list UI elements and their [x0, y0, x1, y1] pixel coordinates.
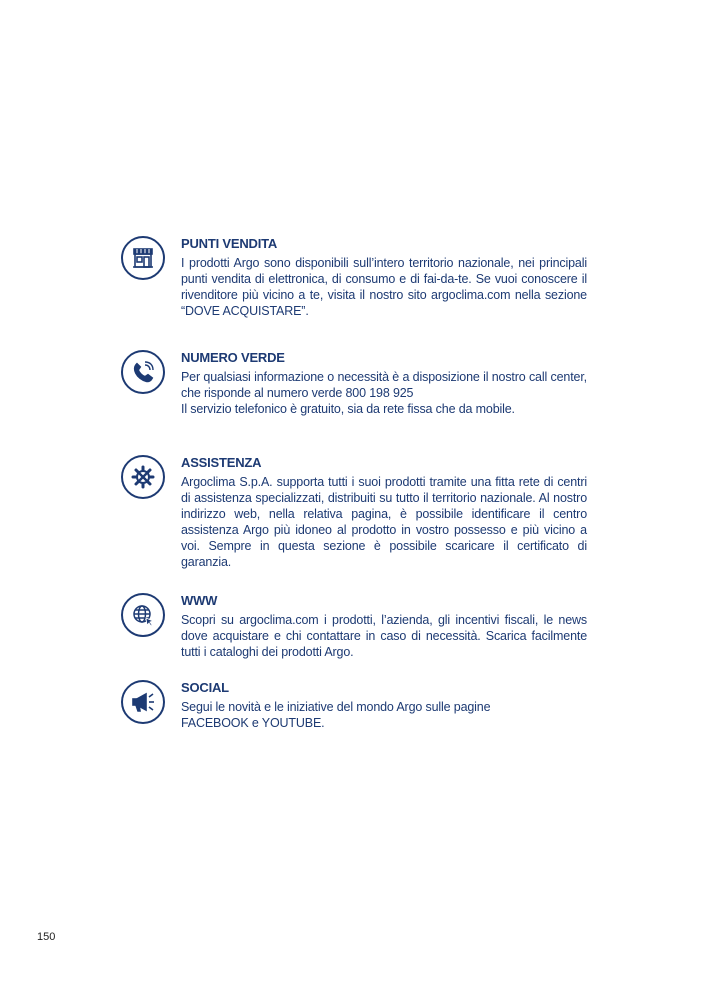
body-line: Segui le novità e le iniziative del mondo Argo sulle pagine	[181, 700, 491, 714]
section-title: PUNTI VENDITA	[181, 236, 278, 251]
section-title: SOCIAL	[181, 680, 229, 695]
body-line: Il servizio telefonico è gratuito, sia da rete fissa che da mobile.	[181, 402, 515, 416]
section-body	[181, 699, 587, 731]
megaphone-icon	[121, 680, 165, 724]
page-number: 150	[37, 931, 56, 943]
section-body: Argoclima S.p.A. supporta tutti i suoi prodotti tramite una fitta rete di centri di assistenza specializzati, distribuiti su tutto il territorio nazionale. Al nostro indirizzo web, nella relativa pagina, è possibile identificare il centro assistenza Argo più idoneo al prodotto in vostro possesso e più vicino a voi. Sempre in questa sezione è possibile scaricare il certificato di garanzia.	[181, 475, 587, 569]
gear-wrench-icon	[121, 455, 165, 499]
shop-icon	[121, 236, 165, 280]
section-title: NUMERO VERDE	[181, 350, 285, 365]
section-body	[181, 369, 587, 417]
body-line: FACEBOOK e YOUTUBE.	[181, 716, 325, 730]
section-title: WWW	[181, 593, 218, 608]
section-body: Scopri su argoclima.com i prodotti, l’azienda, gli incentivi fiscali, le news dove acquistare e chi contattare in caso di necessità. Scarica facilmente tutti i cataloghi dei prodotti Argo.	[181, 613, 587, 659]
body-line: Per qualsiasi informazione o necessità è a disposizione il nostro call center, che risponde al numero verde 800 198 925	[181, 370, 587, 400]
section-body: I prodotti Argo sono disponibili sull’intero territorio nazionale, nei principali punti vendita di elettronica, di consumo e di fai-da-te. Se vuoi conoscere il rivenditore più vicino a te, visita il nostro sito argoclima.com nella sezione “DOVE ACQUISTARE”.	[181, 256, 587, 318]
globe-cursor-icon	[121, 593, 165, 637]
phone-icon	[121, 350, 165, 394]
section-title: ASSISTENZA	[181, 455, 262, 470]
